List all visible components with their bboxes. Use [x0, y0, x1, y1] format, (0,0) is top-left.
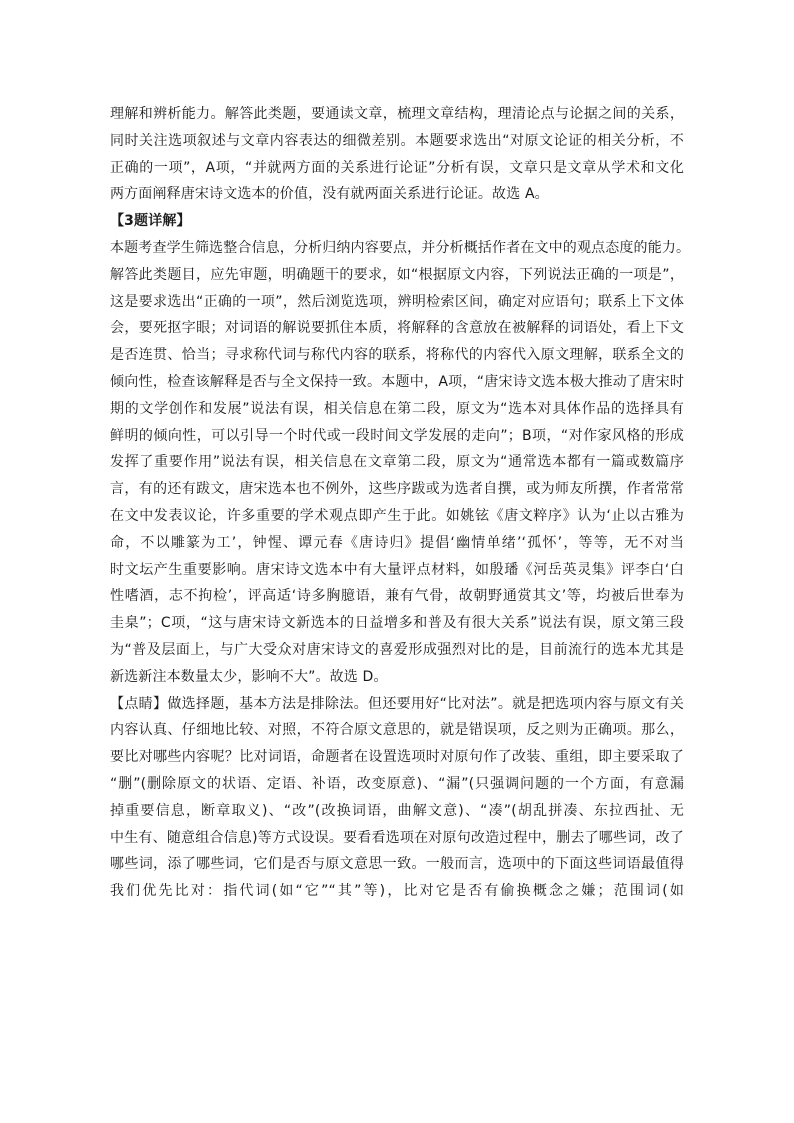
text-line: 会，要死抠字眼；对词语的解说要抓住本质，将解释的含意放在被解释的词语处，看上下文: [110, 320, 684, 337]
text-line: 倾向性，检查该解释是否与全文保持一致。本题中，A项，“唐宋诗文选本极大推动了唐宋时: [110, 373, 684, 390]
text-line: 哪些词，添了哪些词，它们是否与原文意思一致。一般而言，选项中的下面这些词语最值得: [110, 856, 684, 873]
text-line: 【点睛】做选择题，基本方法是排除法。但还要用好“比对法”。就是把选项内容与原文有关: [110, 695, 684, 712]
document-body: [110, 101, 691, 905]
section-heading: 【3题详解】: [110, 213, 191, 230]
text-line: 发挥了重要作用”说法有误，相关信息在文章第二段，原文为“通常选本都有一篇或数篇序: [110, 454, 684, 471]
text-line: 命，不以雕篆为工’，钟惺、谭元春《唐诗归》提倡‘幽情单绪’‘孤怀’，等等，无不对当: [110, 534, 684, 551]
text-line: 中生有、随意组合信息)等方式设误。要看看选项在对原句改造过程中，删去了哪些词，改了: [110, 829, 684, 846]
text-line: 新选新注本数量太少，影响不大”。故选 D。: [110, 668, 388, 685]
text-line: 掉重要信息，断章取义)、“改”(改换词语，曲解文意)、“凑”(胡乱拼凑、东拉西扯、无: [110, 802, 684, 819]
text-line: 时文坛产生重要影响。唐宋诗文选本中有大量评点材料，如殷璠《河岳英灵集》评李白‘白: [110, 561, 684, 578]
text-line: 内容认真、仔细地比较、对照，不符合原文意思的，就是错误项，反之则为正确项。那么，: [110, 722, 684, 739]
text-line: 本题考查学生筛选整合信息，分析归纳内容要点，并分析概括作者在文中的观点态度的能力。: [110, 239, 691, 256]
text-line: 圭臬”；C项，“这与唐宋诗文新选本的日益增多和普及有很大关系”说法有误，原文第三段: [110, 615, 684, 632]
text-line: 性嗜酒，志不拘检’，评高适‘诗多胸臆语，兼有气骨，故朝野通赏其文’等，均被后世奉为: [110, 588, 684, 605]
text-line: 这是要求选出“正确的一项”，然后浏览选项，辨明检索区间，确定对应语句；联系上下文体: [110, 293, 684, 310]
text-line: 同时关注选项叙述与文章内容表达的细微差别。本题要求选出“对原文论证的相关分析，不: [110, 132, 684, 149]
text-line: 言，有的还有跋文，唐宋选本也不例外，这些序跋或为选者自撰，或为师友所撰，作者常常: [110, 481, 684, 498]
text-line: 鲜明的倾向性，可以引导一个时代或一段时间文学发展的走向”；B项，“对作家风格的形成: [110, 427, 684, 444]
text-line: 正确的一项”，A项，“并就两方面的关系进行论证”分析有误，文章只是文章从学术和文化: [110, 159, 684, 176]
text-line: 我们优先比对：指代词(如“它”“其”等)，比对它是否有偷换概念之嫌；范围词(如: [110, 883, 684, 900]
text-line: “删”(删除原文的状语、定语、补语，改变原意)、“漏”(只强调问题的一个方面，有意漏: [110, 775, 684, 792]
text-line: 在文中发表议论，许多重要的学术观点即产生于此。如姚铉《唐文粹序》认为‘止以古雅为: [110, 507, 684, 524]
text-line: 理解和辨析能力。解答此类题，要通读文章，梳理文章结构，理清论点与论据之间的关系，: [110, 106, 684, 122]
text-line: 期的文学创作和发展”说法有误，相关信息在第二段，原文为“选本对具体作品的选择具有: [110, 400, 684, 417]
text-line: 两方面阐释唐宋诗文选本的价值，没有就两面关系进行论证。故选 A。: [110, 186, 549, 203]
text-line: 为“普及层面上，与广大受众对唐宋诗文的喜爱形成强烈对比的是，目前流行的选本尤其是: [110, 641, 684, 658]
text-line: 解答此类题目，应先审题，明确题干的要求，如“根据原文内容，下列说法正确的一项是”，: [110, 266, 684, 283]
text-line: 是否连贯、恰当；寻求称代词与称代内容的联系，将称代的内容代入原文理解，联系全文的: [110, 347, 684, 364]
text-line: 要比对哪些内容呢？比对词语，命题者在设置选项时对原句作了改装、重组，即主要采取了: [110, 749, 684, 766]
